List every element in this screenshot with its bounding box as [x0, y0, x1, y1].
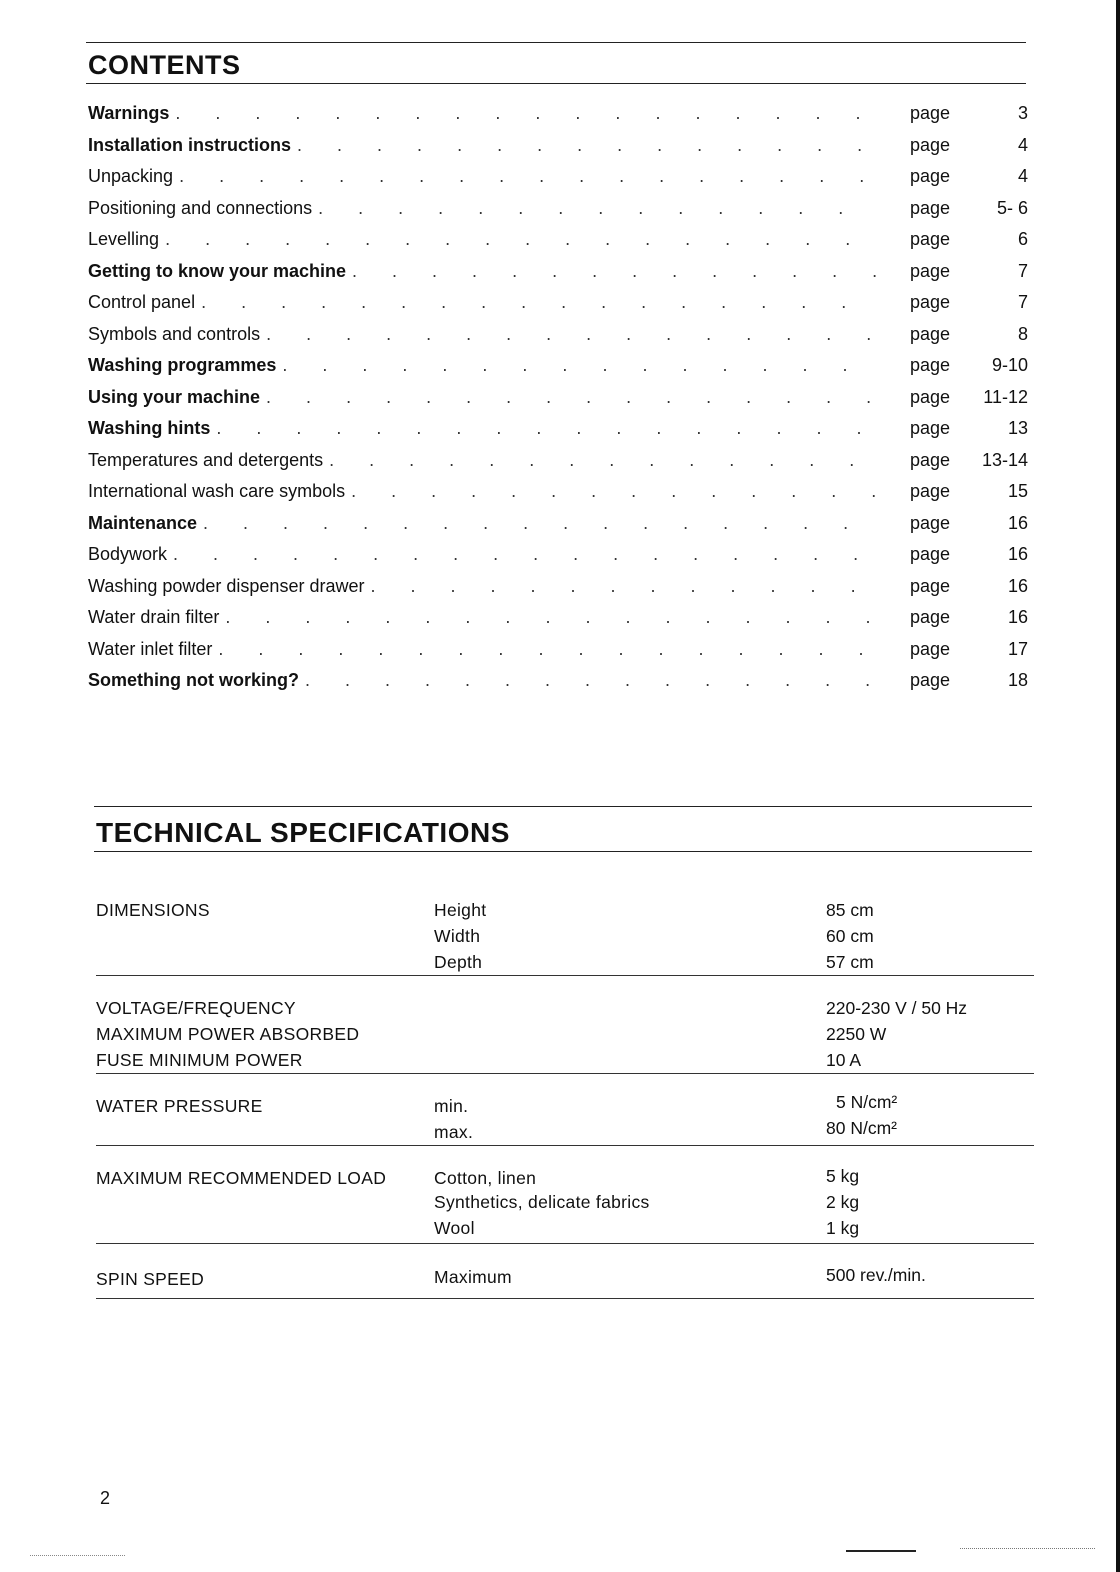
contents-entry-page-number: 13-14: [981, 449, 1028, 470]
dimensions-rule: [96, 975, 1034, 976]
contents-entry-page-word: page: [910, 544, 951, 564]
spin-block: [96, 1262, 1036, 1288]
fuse-value: 10 A: [826, 1050, 862, 1070]
depth-label: Depth: [434, 952, 483, 972]
contents-entry: [88, 350, 1028, 382]
page-edge: [1116, 0, 1120, 1572]
contents-entry-page-number: 5- 6: [996, 197, 1028, 218]
water-pressure-rule: [96, 1145, 1034, 1146]
contents-entry-page-word: page: [910, 607, 951, 627]
contents-entry-page-word: page: [910, 449, 951, 470]
contents-entry-leader-dots: [203, 508, 876, 540]
contents-entry-title: Water inlet filter: [88, 634, 218, 666]
contents-entry: [88, 287, 1028, 319]
height-value: 85 cm: [826, 900, 874, 920]
contents-entry-page-number: 6: [1017, 229, 1028, 249]
contents-entry: [88, 256, 1028, 288]
contents-entry-leader-dots: [370, 571, 876, 603]
contents-entry-page-number: 11-12: [983, 386, 1028, 407]
contents-entry-page-word: page: [910, 323, 951, 344]
contents-entry-page-word: page: [910, 512, 951, 533]
water-pressure-label: WATER PRESSURE: [96, 1096, 263, 1116]
wool-value: 1 kg: [826, 1218, 860, 1238]
contents-list: [88, 98, 1028, 697]
contents-entry-title: Maintenance: [88, 508, 203, 540]
contents-entry-title: Washing hints: [88, 413, 216, 445]
depth-value: 57 cm: [826, 952, 874, 972]
contents-entry-leader-dots: [218, 634, 876, 666]
contents-entry: [88, 508, 1028, 540]
wool-label: Wool: [434, 1218, 475, 1238]
spin-label: SPIN SPEED: [96, 1269, 205, 1289]
contents-entry-leader-dots: [297, 130, 876, 162]
scan-mark-right-faint: [960, 1548, 1095, 1549]
contents-entry-page-word: page: [910, 418, 951, 438]
contents-entry-page-number: 7: [1017, 260, 1028, 281]
contents-entry-leader-dots: [282, 350, 876, 382]
contents-entry-page-word: page: [910, 134, 951, 155]
contents-entry-title: Using your machine: [88, 382, 266, 414]
scan-mark-left: [30, 1555, 125, 1556]
contents-entry: [88, 319, 1028, 351]
pressure-min-label: min.: [434, 1096, 469, 1116]
contents-entry-leader-dots: [179, 161, 876, 193]
contents-entry: [88, 413, 1028, 445]
contents-entry-page-number: 16: [1007, 512, 1028, 533]
contents-entry-leader-dots: [351, 476, 876, 508]
contents-entry-leader-dots: [329, 445, 876, 477]
contents-entry-page-word: page: [910, 355, 951, 375]
contents-entry-page-word: page: [910, 638, 951, 659]
contents-entry-page-word: page: [910, 197, 951, 218]
contents-entry-page-word: page: [910, 481, 951, 501]
pressure-min-value: 5 N/cm²: [836, 1092, 898, 1112]
contents-entry: [88, 634, 1028, 666]
contents-entry: [88, 665, 1028, 697]
pressure-max-label: max.: [434, 1122, 474, 1142]
contents-entry-leader-dots: [305, 665, 876, 697]
power-label: MAXIMUM POWER ABSORBED: [96, 1024, 360, 1044]
contents-entry-leader-dots: [173, 539, 876, 571]
load-label: MAXIMUM RECOMMENDED LOAD: [96, 1168, 387, 1188]
water-pressure-block: [96, 1089, 1036, 1141]
contents-entry: [88, 539, 1028, 571]
contents-entry: [88, 382, 1028, 414]
contents-entry-title: Bodywork: [88, 539, 173, 571]
pressure-max-value: 80 N/cm²: [826, 1118, 897, 1138]
contents-entry: [88, 193, 1028, 225]
contents-entry-title: Getting to know your machine: [88, 256, 352, 288]
contents-entry: [88, 445, 1028, 477]
contents-entry-leader-dots: [165, 224, 876, 256]
dimensions-block: [96, 897, 1036, 975]
dimensions-label: DIMENSIONS: [96, 900, 210, 920]
contents-entry-leader-dots: [225, 602, 876, 634]
contents-entry-leader-dots: [175, 98, 876, 130]
contents-entry-page-number: 3: [1017, 103, 1028, 123]
contents-entry-title: Washing programmes: [88, 350, 282, 382]
contents-entry-page-number: 7: [1017, 292, 1028, 312]
contents-entry: [88, 476, 1028, 508]
load-block: [96, 1163, 1036, 1241]
cotton-label: Cotton, linen: [434, 1168, 537, 1188]
specs-heading: TECHNICAL SPECIFICATIONS: [96, 817, 510, 848]
synthetics-label: Synthetics, delicate fabrics: [434, 1192, 650, 1212]
contents-entry-page-number: 8: [1017, 323, 1028, 344]
electrical-rule: [96, 1073, 1034, 1074]
height-label: Height: [434, 900, 487, 920]
contents-entry-leader-dots: [318, 193, 876, 225]
width-label: Width: [434, 926, 481, 946]
contents-entry-page-number: 9-10: [991, 355, 1028, 375]
contents-entry-page-number: 16: [1007, 544, 1028, 564]
contents-entry-title: Control panel: [88, 287, 201, 319]
contents-entry-title: Water drain filter: [88, 602, 225, 634]
contents-entry-page-number: 4: [1017, 134, 1028, 155]
contents-entry-page-word: page: [910, 103, 951, 123]
scan-mark-right-bold: [846, 1550, 916, 1552]
contents-top-rule: [86, 42, 1026, 43]
specs-top-rule: [94, 806, 1032, 807]
contents-entry-page-number: 4: [1017, 166, 1028, 186]
contents-entry-page-word: page: [910, 575, 951, 596]
cotton-value: 5 kg: [826, 1166, 860, 1186]
contents-entry-page-number: 17: [1007, 638, 1028, 659]
contents-entry: [88, 224, 1028, 256]
contents-heading: CONTENTS: [88, 50, 241, 80]
contents-entry-title: Warnings: [88, 98, 175, 130]
synthetics-value: 2 kg: [826, 1192, 860, 1212]
contents-entry-page-number: 16: [1007, 575, 1028, 596]
specs-heading-rule: [94, 851, 1032, 852]
contents-entry-leader-dots: [216, 413, 876, 445]
contents-entry-leader-dots: [201, 287, 876, 319]
contents-entry: [88, 571, 1028, 603]
contents-entry-leader-dots: [266, 319, 876, 351]
contents-entry-title: Positioning and connections: [88, 193, 318, 225]
contents-entry: [88, 161, 1028, 193]
spin-max-label: Maximum: [434, 1267, 512, 1287]
contents-entry-leader-dots: [352, 256, 876, 288]
contents-entry-leader-dots: [266, 382, 876, 414]
contents-entry-page-number: 16: [1007, 607, 1028, 627]
contents-entry-title: International wash care symbols: [88, 476, 351, 508]
contents-entry-title: Temperatures and detergents: [88, 445, 329, 477]
contents-entry-page-word: page: [910, 166, 951, 186]
contents-entry-title: Levelling: [88, 224, 165, 256]
electrical-block: [96, 995, 1036, 1073]
contents-entry-title: Symbols and controls: [88, 319, 266, 351]
contents-entry: [88, 130, 1028, 162]
contents-entry-title: Something not working?: [88, 665, 305, 697]
contents-entry-page-number: 13: [1007, 418, 1028, 438]
contents-entry-page-word: page: [910, 386, 951, 407]
contents-entry-title: Unpacking: [88, 161, 179, 193]
contents-entry-page-word: page: [910, 229, 951, 249]
contents-entry-page-number: 18: [1007, 670, 1028, 690]
spin-max-value: 500 rev./min.: [826, 1265, 926, 1285]
contents-entry-page-word: page: [910, 292, 951, 312]
voltage-label: VOLTAGE/FREQUENCY: [96, 998, 296, 1018]
power-value: 2250 W: [826, 1024, 887, 1044]
contents-entry-title: Installation instructions: [88, 130, 297, 162]
contents-entry-page-word: page: [910, 670, 951, 690]
contents-entry-title: Washing powder dispenser drawer: [88, 571, 370, 603]
contents-heading-rule: [86, 83, 1026, 84]
fuse-label: FUSE MINIMUM POWER: [96, 1050, 303, 1070]
width-value: 60 cm: [826, 926, 874, 946]
contents-entry-page-number: 15: [1007, 481, 1028, 501]
spin-rule: [96, 1298, 1034, 1299]
contents-entry: [88, 98, 1028, 130]
contents-entry-page-word: page: [910, 260, 951, 281]
page-number: 2: [100, 1488, 111, 1508]
load-rule: [96, 1243, 1034, 1244]
contents-entry: [88, 602, 1028, 634]
voltage-value: 220-230 V / 50 Hz: [826, 998, 968, 1018]
